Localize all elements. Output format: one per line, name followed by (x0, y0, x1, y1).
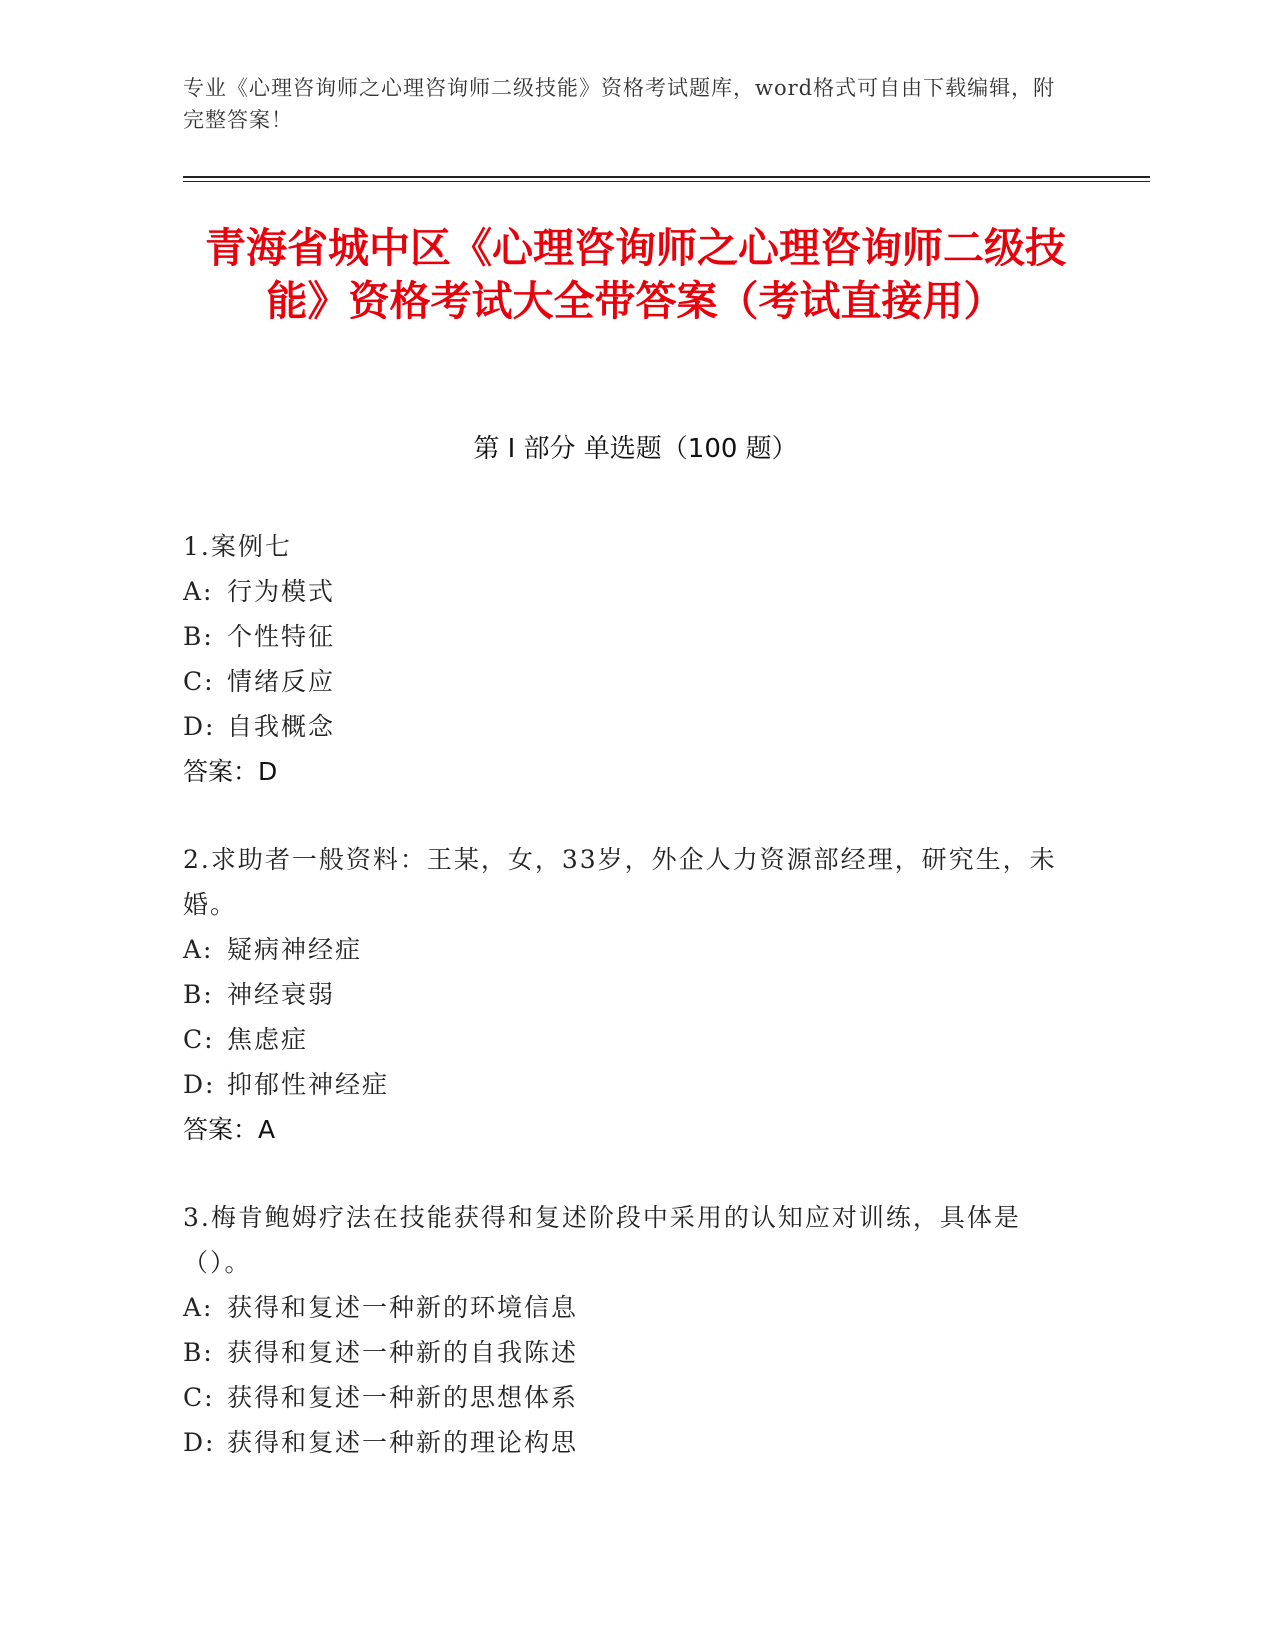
option-key: B: (183, 622, 214, 651)
option-text: 焦虑症 (227, 1025, 309, 1054)
option-key: C: (183, 1383, 215, 1412)
option-key: C: (183, 667, 215, 696)
option-text: 获得和复述一种新的思想体系 (227, 1383, 579, 1412)
option-text: 神经衰弱 (227, 980, 336, 1009)
question-stem: 3.梅肯鲍姆疗法在技能获得和复述阶段中采用的认知应对训练，具体是（）。 (183, 1203, 1021, 1277)
question-stem: 2.求助者一般资料：王某，女，33岁，外企人力资源部经理，研究生，未婚。 (183, 845, 1057, 919)
option-a (183, 1285, 1063, 1330)
option-text: 自我概念 (227, 712, 336, 741)
option-key: D: (183, 1428, 216, 1457)
option-key: D: (183, 712, 216, 741)
question-list (183, 524, 1063, 1508)
header-note: 专业《心理咨询师之心理咨询师二级技能》资格考试题库，word格式可自由下载编辑，附完整答案！ (183, 76, 1056, 132)
option-a (183, 569, 1063, 614)
answer-line: 答案：D (183, 757, 278, 786)
option-text: 获得和复述一种新的理论构思 (227, 1428, 579, 1457)
option-a (183, 927, 1063, 972)
option-d (183, 1062, 1063, 1107)
answer-line: 答案：A (183, 1115, 276, 1144)
header-divider-thin (183, 181, 1150, 182)
option-c (183, 1017, 1063, 1062)
option-c (183, 659, 1063, 704)
option-d (183, 1420, 1063, 1465)
option-key: D: (183, 1070, 216, 1099)
option-key: B: (183, 1338, 214, 1367)
option-text: 行为模式 (227, 577, 336, 606)
option-key: C: (183, 1025, 215, 1054)
option-key: A: (183, 1293, 214, 1322)
option-text: 疑病神经症 (227, 935, 363, 964)
option-key: A: (183, 935, 214, 964)
option-b (183, 972, 1063, 1017)
option-key: A: (183, 577, 214, 606)
option-d (183, 704, 1063, 749)
document-title: 青海省城中区《心理咨询师之心理咨询师二级技能》资格考试大全带答案（考试直接用） (205, 224, 1066, 325)
option-b (183, 1330, 1063, 1375)
header-divider-thick (183, 176, 1150, 178)
option-text: 获得和复述一种新的环境信息 (227, 1293, 579, 1322)
section-heading: 第 I 部分 单选题（100 题） (473, 434, 798, 464)
option-key: B: (183, 980, 214, 1009)
option-text: 个性特征 (227, 622, 336, 651)
option-c (183, 1375, 1063, 1420)
question-2 (183, 837, 1063, 1152)
question-3 (183, 1195, 1063, 1465)
option-b (183, 614, 1063, 659)
question-1 (183, 524, 1063, 794)
option-text: 情绪反应 (227, 667, 336, 696)
option-text: 获得和复述一种新的自我陈述 (227, 1338, 579, 1367)
question-stem: 1.案例七 (183, 532, 292, 561)
option-text: 抑郁性神经症 (227, 1070, 390, 1099)
